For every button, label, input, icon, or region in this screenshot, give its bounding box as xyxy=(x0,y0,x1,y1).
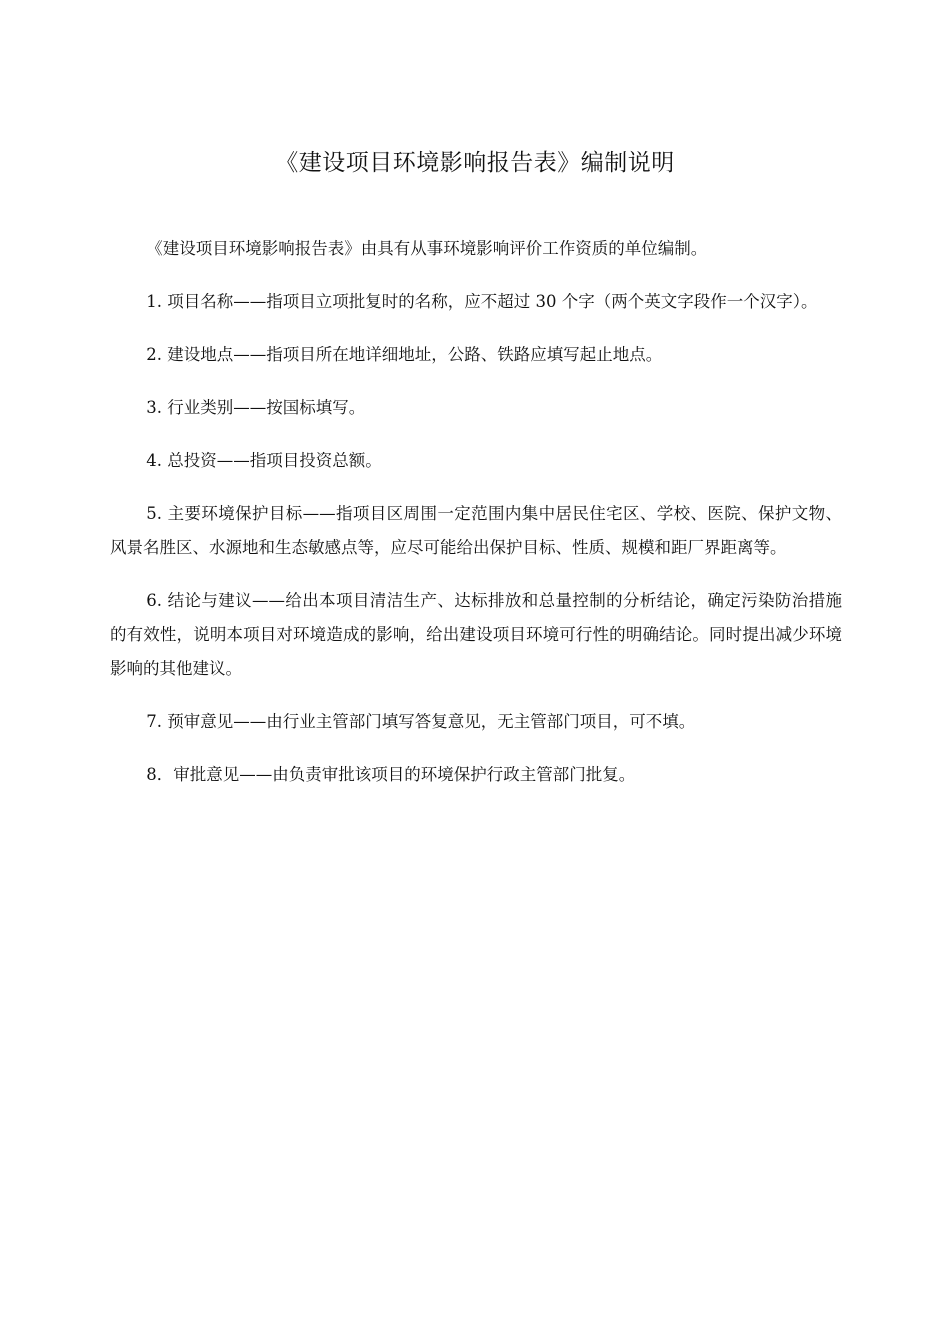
document-title: 《建设项目环境影响报告表》编制说明 xyxy=(275,150,675,176)
item-project-name: 1. 项目名称——指项目立项批复时的名称，应不超过 30 个字（两个英文字段作一个汉字）。 xyxy=(146,292,818,311)
item-industry-category: 3. 行业类别——按国标填写。 xyxy=(146,398,366,417)
item-total-investment: 4. 总投资——指项目投资总额。 xyxy=(146,451,382,470)
item-approval-opinion: 8．审批意见——由负责审批该项目的环境保护行政主管部门批复。 xyxy=(146,765,636,784)
item-conclusions: 6. 结论与建议——给出本项目清洁生产、达标排放和总量控制的分析结论，确定污染防治措施的有效性，说明本项目对环境造成的影响，给出建设项目环境可行性的明确结论。同时提出减少环境影响的其他建议。 xyxy=(110,591,842,678)
intro-paragraph: 《建设项目环境影响报告表》由具有从事环境影响评价工作资质的单位编制。 xyxy=(146,239,708,258)
item-protection-targets: 5. 主要环境保护目标——指项目区周围一定范围内集中居民住宅区、学校、医院、保护文物、风景名胜区、水源地和生态敏感点等，应尽可能给出保护目标、性质、规模和距厂界距离等。 xyxy=(110,504,842,557)
item-preliminary-review: 7. 预审意见——由行业主管部门填写答复意见，无主管部门项目，可不填。 xyxy=(146,712,696,731)
document-body xyxy=(110,232,842,811)
item-construction-site: 2. 建设地点——指项目所在地详细地址，公路、铁路应填写起止地点。 xyxy=(146,345,663,364)
